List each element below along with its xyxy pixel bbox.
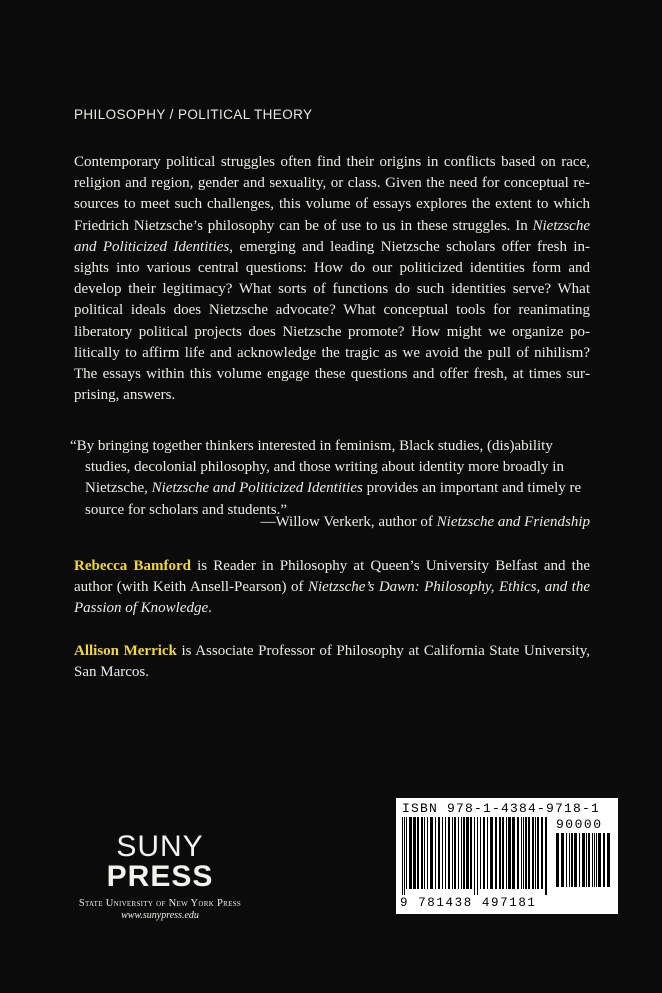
barcode-bar — [592, 833, 593, 887]
barcode-bar — [463, 817, 465, 889]
quote-line-3-pre: Nietzsche, — [85, 480, 152, 497]
quote-line-4: source for scholars and students.” — [85, 501, 288, 518]
barcode-bar — [427, 817, 428, 889]
author-name: Rebecca Bamford — [74, 558, 191, 574]
barcode-bar — [452, 817, 453, 889]
barcode-bar — [406, 817, 407, 889]
barcode-bar — [438, 817, 440, 889]
barcode-bar — [561, 833, 564, 887]
quote-line-3-post: provides an important and timely re — [362, 480, 582, 497]
endorsement-quote — [70, 436, 590, 521]
quote-line-3 — [70, 478, 590, 499]
category-label: PHILOSOPHY / POLITICAL THEORY — [74, 107, 313, 122]
barcode-bar — [521, 817, 522, 889]
barcode-bar — [508, 817, 511, 889]
barcode-bar — [483, 817, 485, 889]
quote-book-title: Nietzsche and Politicized Identities — [151, 480, 363, 497]
barcode-bar — [571, 833, 573, 887]
barcode-bar — [579, 833, 580, 887]
barcode-bar — [541, 817, 543, 889]
barcode-bar — [470, 817, 472, 889]
barcode-bar — [594, 833, 595, 887]
publisher-logo-top: SUNY — [116, 830, 204, 863]
barcode-bar — [502, 817, 504, 889]
barcode-bar — [566, 833, 567, 887]
barcode-bar — [424, 817, 425, 889]
price-addon-digits: 90000 — [556, 817, 603, 832]
barcode-bar — [413, 817, 416, 889]
barcode-bar — [442, 817, 443, 889]
barcode-bars-icon — [402, 817, 548, 895]
barcode-bar — [569, 833, 570, 887]
bio-text: is Reader in Philosophy at Queen’s University Belfast and the author (with Keith Ansell-Pearson) of — [74, 558, 590, 596]
barcode-bar — [409, 817, 412, 889]
barcode-bar — [512, 817, 515, 889]
barcode-bar — [487, 817, 488, 889]
attribution-text: —Willow Verkerk, author of — [260, 514, 437, 530]
quote-line-1: “By bringing together thinkers interested in feminism, Black studies, (dis)ability — [70, 438, 553, 454]
quote-attribution — [261, 512, 591, 533]
barcode-bar — [445, 817, 446, 889]
barcode-bar — [404, 817, 405, 895]
barcode-bar — [435, 817, 436, 889]
barcode-bar — [532, 817, 534, 889]
barcode-bar — [545, 817, 547, 895]
barcode-bar — [525, 817, 527, 889]
barcode-bar — [523, 817, 524, 889]
barcode-bar — [586, 833, 587, 887]
bio-text-end: . — [208, 600, 212, 617]
barcode-bar — [448, 817, 450, 889]
description-paragraph — [74, 152, 590, 406]
author-name: Allison Merrick — [74, 643, 177, 659]
publisher-url: www.sunypress.edu — [121, 910, 199, 921]
publisher-full-name: State University of New York Press — [78, 898, 242, 909]
barcode-bar — [537, 817, 539, 889]
description-text-1: Contemporary political struggles often find their origins in conflicts based on race, religion and region, gender and sexuality, or class. Given the need for conceptual resources to meet such challenges, this volume of essays explores the extent to which Friedrich Nietzsche’s philosophy can be of use to us in these struggles. In — [74, 154, 590, 234]
barcode-bar — [421, 817, 423, 889]
author-bio-bamford — [74, 556, 590, 620]
publisher-logo-bottom: PRESS — [106, 860, 214, 893]
author-bio-merrick — [74, 641, 590, 683]
bio-text: is Associate Professor of Philosophy at California State University, San Marcos. — [74, 643, 590, 681]
addon-bars-icon — [556, 833, 610, 893]
barcode-bar — [474, 817, 475, 895]
quote-line-2: studies, decolonial philosophy, and those writing about identity more broadly in — [85, 459, 564, 476]
book-title: Nietzsche and Politicized Identities — [74, 217, 590, 255]
barcode-bar — [454, 817, 456, 889]
barcode-bar — [430, 817, 433, 889]
barcode-bar — [499, 817, 501, 889]
barcode-bar — [588, 833, 590, 887]
barcode-bar — [528, 817, 530, 889]
barcode-bar — [458, 817, 459, 889]
ean-digits: 9 781438 497181 — [400, 896, 537, 910]
barcode-bar — [598, 833, 601, 887]
barcode-bar — [477, 817, 478, 895]
barcode-bar — [607, 833, 610, 887]
barcode-bar — [596, 833, 597, 887]
barcode-bar — [490, 817, 493, 889]
description-text-2: , emerging and leading Nietzsche scholars offer fresh insights into various central questions: How do our politicized identities form and develop their legitimacy? What sorts of functions do such identities serve? What political ideals does Nietzsche advocate? What conceptual tools for reanimating liberatory political projects does Nietzsche promote? How might we organize politically to affirm life and acknowledge the tragic as we avoid the pull of nihilism? The essays within this volume engage these questions and offer fresh, at times surprising, answers. — [74, 238, 590, 404]
barcode-bar — [517, 817, 519, 889]
isbn-label: ISBN 978-1-4384-9718-1 — [402, 801, 601, 816]
barcode-bar — [535, 817, 536, 889]
barcode-bar — [402, 817, 403, 895]
barcode-bar — [417, 817, 419, 889]
barcode-bar — [506, 817, 507, 889]
barcode-bar — [461, 817, 462, 889]
barcode-bar — [466, 817, 469, 889]
barcode-bar — [556, 833, 559, 887]
barcode-bar — [603, 833, 605, 887]
bio-book-title: Nietzsche’s Dawn: Philosophy, Ethics, and the Passion of Knowledge — [74, 579, 591, 617]
barcode-bar — [495, 817, 497, 889]
barcode-bar — [480, 817, 481, 889]
isbn-barcode — [396, 798, 618, 914]
attribution-book-title: Nietzsche and Friendship — [436, 514, 590, 530]
barcode-bar — [582, 833, 585, 887]
publisher-logo — [60, 832, 260, 921]
barcode-bar — [574, 833, 577, 887]
